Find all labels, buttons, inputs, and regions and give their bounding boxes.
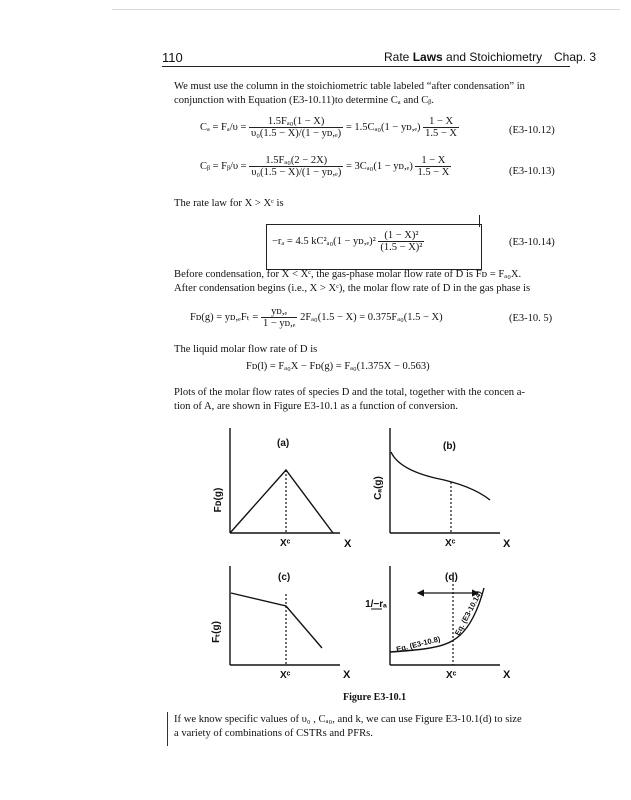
panel-c-curve — [231, 593, 322, 648]
panel-b-ylabel: Cₐ(g) — [373, 476, 384, 500]
eq15-denominator: 1 − yᴅ,ₑ — [262, 318, 296, 329]
chapter-label: Chap. 3 — [554, 50, 597, 64]
panel-d-annotation-2: Eq. (E3-10.14) — [452, 589, 484, 637]
eq14-numerator: (1 − X)² — [378, 230, 424, 242]
panel-c-label: (c) — [278, 572, 291, 583]
panel-b-xlabel: X — [503, 538, 511, 550]
eq15-lhs: Fᴅ(g) = yᴅ,ₑFₜ = — [190, 311, 259, 323]
liquid-intro: The liquid molar flow rate of D is — [174, 344, 318, 355]
plots-line-2: tion of A, are shown in Figure E3-10.1 as a function of conversion. — [174, 401, 458, 412]
panel-c-ylabel: Fₜ(g) — [211, 621, 222, 643]
panel-c — [211, 566, 351, 681]
panel-a-label: (a) — [277, 438, 290, 449]
eq12-lhs: Cₐ = Fₐ/υ = — [200, 121, 247, 133]
eq14-label: (E3-10.14) — [509, 237, 555, 248]
eq13-label: (E3-10.13) — [509, 166, 555, 177]
page-number: 110 — [162, 50, 183, 65]
eq12-factor-den: 1.5 − X — [425, 128, 458, 139]
panel-d — [365, 566, 511, 681]
panel-d-xlabel: X — [503, 669, 511, 681]
eq15-label: (E3-10. 5) — [509, 313, 553, 324]
panel-a-ylabel: Fᴅ(g) — [213, 487, 224, 513]
panel-b-curve — [391, 452, 490, 500]
eq14-denominator: (1.5 − X)² — [380, 242, 423, 253]
panel-a — [213, 428, 352, 550]
eq15-numerator: yᴅ,ₑ — [261, 306, 298, 318]
eq12-middle: = 1.5Cₐ₀(1 − yᴅ,ₑ) — [345, 121, 421, 133]
before-cond-line-1: Before condensation, for X < Xᶜ, the gas-phase molar flow rate of D is Fᴅ = Fₐ₀X. — [174, 269, 522, 280]
panel-d-annotation-1: Eq. (E3-10.8) — [395, 634, 442, 654]
before-cond-line-2: After condensation begins (i.e., X > Xᶜ), the molar flow rate of D in the gas phase is — [174, 283, 531, 294]
equation-liquid-flow: Fᴅ(l) = Fₐ₀X − Fᴅ(g) = Fₐ₀(1.375X − 0.563) — [246, 361, 430, 372]
figure-caption: Figure E3-10.1 — [343, 692, 407, 703]
eq13-denominator: υ₀(1.5 − X)/(1 − yᴅ,ₑ) — [251, 167, 342, 178]
panel-a-curve — [230, 470, 333, 533]
panel-a-xlabel: X — [344, 538, 352, 550]
panel-b — [373, 428, 511, 550]
plots-line-1: Plots of the molar flow rates of species D and the total, together with the concen a- — [174, 387, 525, 398]
eq12-factor-num: 1 − X — [423, 116, 459, 128]
margin-bar — [167, 712, 168, 746]
eq12-label: (E3-10.12) — [509, 125, 555, 136]
panel-c-xc: Xᶜ — [280, 670, 291, 681]
final-line-1: If we know specific values of υ₀ , Cₐ₀, and k, we can use Figure E3-10.1(d) to size — [174, 714, 522, 725]
eq13-factor-num: 1 − X — [415, 155, 451, 167]
panel-d-ylabel: 1/−rₐ — [365, 599, 387, 610]
rate-law-intro: The rate law for X > Xᶜ is — [174, 198, 284, 209]
intro-line-2: conjunction with Equation (E3-10.11)to determine Cₐ and Cᵦ. — [174, 95, 434, 106]
panel-a-xc: Xᶜ — [280, 538, 291, 549]
eq13-middle: = 3Cₐ₀(1 − yᴅ,ₑ) — [346, 160, 413, 172]
eq12-denominator: υ₀(1.5 − X)/(1 − yᴅ,ₑ) — [251, 128, 342, 139]
running-title-pre: Rate — [384, 50, 413, 64]
running-title-post: and Stoichiometry — [442, 50, 543, 64]
panel-d-label: (d) — [445, 572, 458, 583]
eq13-numerator: 1.5Fₐ₀(2 − 2X) — [249, 155, 343, 167]
panel-b-label: (b) — [443, 441, 456, 452]
intro-line-1: We must use the column in the stoichiometric table labeled “after condensation” in — [174, 81, 525, 92]
eq14-lhs: −rₐ = 4.5 kC²ₐ₀(1 − yᴅ,ₑ)² — [272, 235, 376, 247]
eq12-numerator: 1.5Fₐ₀(1 − X) — [249, 116, 343, 128]
running-title-bold: Laws — [412, 50, 443, 64]
eq13-lhs: Cᵦ = Fᵦ/υ = — [200, 160, 247, 172]
panel-c-xlabel: X — [343, 669, 351, 681]
eq13-factor-den: 1.5 − X — [417, 167, 450, 178]
panel-b-xc: Xᶜ — [445, 538, 456, 549]
eq15-rest: 2Fₐ₀(1.5 − X) = 0.375Fₐ₀(1.5 − X) — [300, 311, 443, 323]
final-paragraph — [174, 713, 566, 741]
panel-d-xc: Xᶜ — [446, 670, 457, 681]
final-line-2: a variety of combinations of CSTRs and PFRs. — [174, 728, 373, 739]
